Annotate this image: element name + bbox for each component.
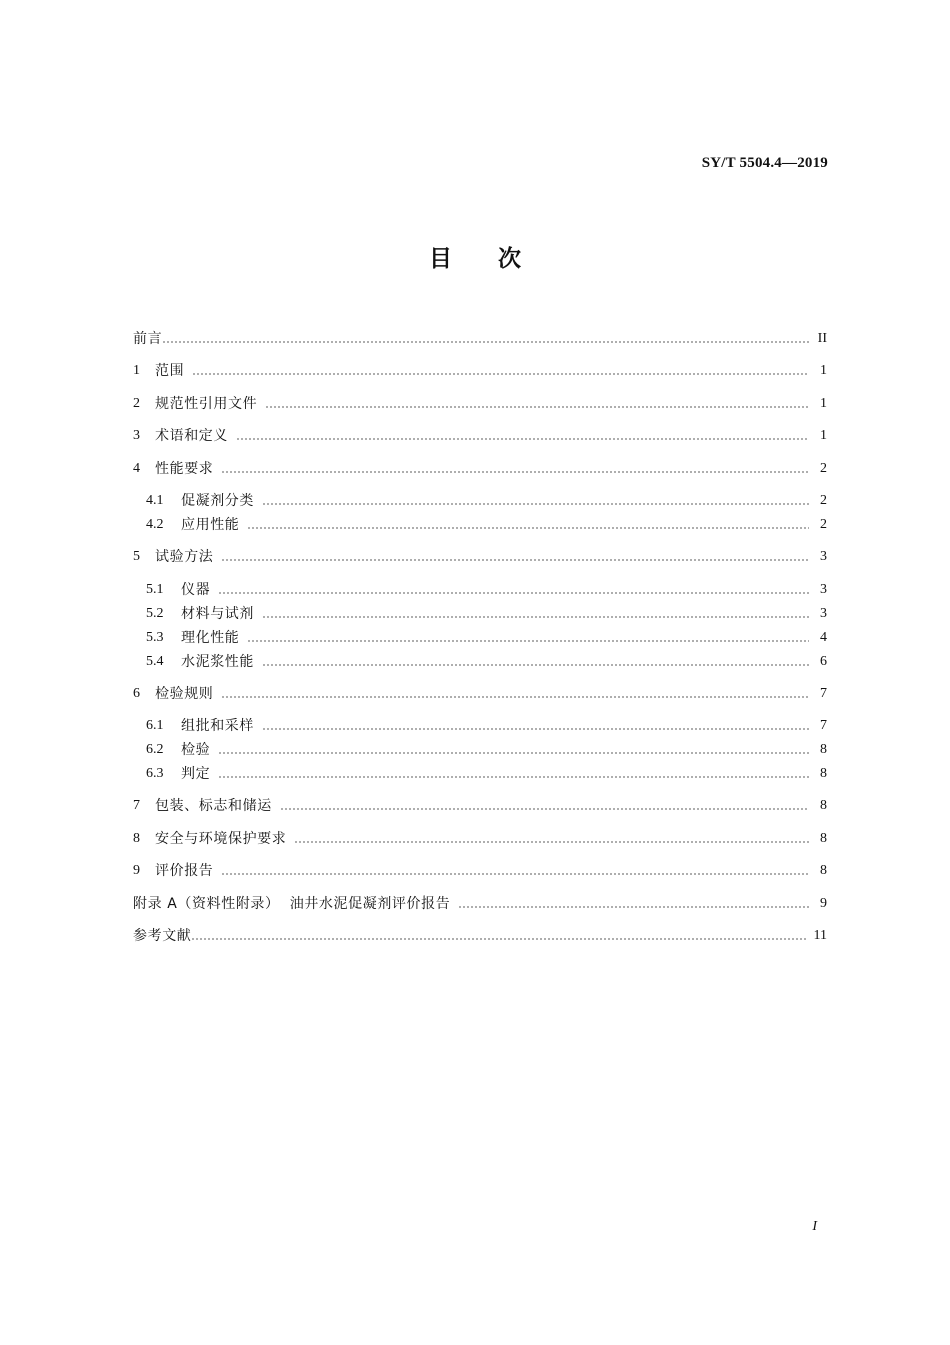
dot-leader	[262, 664, 809, 666]
toc-entry-number: 9	[133, 863, 140, 878]
toc-entry-5-3[interactable]	[146, 628, 827, 648]
toc-entry-number: 8	[133, 831, 140, 846]
toc-entry-label: 包装、标志和储运	[155, 798, 272, 814]
page-number: I	[812, 1219, 817, 1234]
toc-entry-number: 4	[133, 461, 140, 476]
toc-entry-number: 4.2	[146, 517, 164, 532]
toc-entry-label: 组批和采样	[181, 718, 254, 734]
dot-leader	[218, 592, 809, 594]
toc-entry-label: 评价报告	[155, 863, 214, 879]
toc-entry-page: 2	[820, 461, 827, 476]
toc-entry-terms-definitions[interactable]	[133, 426, 827, 446]
toc-entry-label: 促凝剂分类	[181, 493, 254, 509]
toc-entry-number: 6	[133, 686, 140, 701]
table-of-contents	[133, 0, 827, 1345]
toc-entry-page: 7	[820, 686, 827, 701]
toc-entry-number: 1	[133, 363, 140, 378]
toc-entry-test-methods[interactable]	[133, 547, 827, 567]
toc-entry-label: 检验	[181, 742, 211, 758]
toc-entry-page: 3	[820, 582, 827, 597]
toc-entry-label: 性能要求	[155, 461, 214, 477]
toc-entry-page: 1	[820, 363, 827, 378]
toc-entry-label: 仪器	[181, 582, 211, 598]
dot-leader	[221, 696, 809, 698]
toc-entry-label: 安全与环境保护要求	[155, 831, 287, 847]
dot-leader	[221, 559, 809, 561]
toc-entry-number: 5.3	[146, 630, 164, 645]
toc-entry-evaluation-report[interactable]	[133, 861, 827, 881]
toc-entry-page: 11	[813, 928, 827, 943]
dot-leader	[236, 438, 809, 440]
toc-entry-safety-environment[interactable]	[133, 829, 827, 849]
toc-entry-label: 水泥浆性能	[181, 654, 254, 670]
dot-leader	[247, 527, 809, 529]
toc-entry-number: 2	[133, 396, 140, 411]
toc-entry-number: 4.1	[146, 493, 164, 508]
toc-entry-number: 6.3	[146, 766, 164, 781]
toc-entry-label: 应用性能	[181, 517, 240, 533]
toc-entry-label: 前言	[133, 331, 163, 347]
toc-entry-page: 4	[820, 630, 827, 645]
dot-leader	[458, 906, 809, 908]
toc-entry-number: 5.4	[146, 654, 164, 669]
toc-entry-page: 8	[820, 798, 827, 813]
toc-entry-performance-requirements[interactable]	[133, 459, 827, 479]
toc-entry-label: 术语和定义	[155, 428, 228, 444]
toc-entry-page: 1	[820, 396, 827, 411]
toc-entry-number: 5	[133, 549, 140, 564]
toc-entry-appendix-a[interactable]	[133, 894, 827, 914]
dot-leader	[262, 728, 809, 730]
toc-entry-page: 1	[820, 428, 827, 443]
toc-entry-number: 5.1	[146, 582, 164, 597]
dot-leader	[218, 776, 809, 778]
dot-leader	[294, 841, 809, 843]
dot-leader	[162, 341, 809, 343]
toc-entry-number: 3	[133, 428, 140, 443]
toc-entry-page: 6	[820, 654, 827, 669]
toc-entry-label: 参考文献	[133, 928, 192, 944]
toc-entry-label: 范围	[155, 363, 185, 379]
toc-entry-foreword[interactable]	[133, 329, 827, 349]
toc-entry-packaging[interactable]	[133, 796, 827, 816]
toc-entry-normative-references[interactable]	[133, 394, 827, 414]
toc-entry-label: 材料与试剂	[181, 606, 254, 622]
toc-entry-5-2[interactable]	[146, 604, 827, 624]
toc-entry-label: 判定	[181, 766, 211, 782]
toc-entry-page: 7	[820, 718, 827, 733]
toc-entry-number: 6.2	[146, 742, 164, 757]
toc-entry-4-1[interactable]	[146, 491, 827, 511]
standard-number: SY/T 5504.4—2019	[701, 155, 828, 171]
dot-leader	[262, 503, 809, 505]
dot-leader	[221, 471, 809, 473]
toc-entry-5-4[interactable]	[146, 652, 827, 672]
toc-entry-label: 试验方法	[155, 549, 214, 565]
toc-entry-label: 附录 A（资料性附录） 油井水泥促凝剂评价报告	[133, 896, 451, 912]
dot-leader	[218, 752, 809, 754]
toc-entry-number: 7	[133, 798, 140, 813]
dot-leader	[247, 640, 809, 642]
toc-entry-4-2[interactable]	[146, 515, 827, 535]
toc-entry-page: 3	[820, 606, 827, 621]
toc-entry-5-1[interactable]	[146, 580, 827, 600]
toc-entry-6-1[interactable]	[146, 716, 827, 736]
toc-entry-6-3[interactable]	[146, 764, 827, 784]
dot-leader	[191, 938, 805, 940]
toc-entry-scope[interactable]	[133, 361, 827, 381]
toc-entry-page: 8	[820, 831, 827, 846]
toc-entry-label: 理化性能	[181, 630, 240, 646]
toc-entry-page: 9	[820, 896, 827, 911]
toc-entry-number: 6.1	[146, 718, 164, 733]
dot-leader	[262, 616, 809, 618]
dot-leader	[280, 808, 809, 810]
toc-entry-6-2[interactable]	[146, 740, 827, 760]
toc-entry-label: 规范性引用文件	[155, 396, 258, 412]
dot-leader	[192, 373, 809, 375]
toc-entry-page: 8	[820, 742, 827, 757]
toc-entry-page: 8	[820, 863, 827, 878]
toc-entry-number: 5.2	[146, 606, 164, 621]
page-title: 目次	[429, 246, 567, 272]
toc-entry-label: 检验规则	[155, 686, 214, 702]
toc-entry-page: 3	[820, 549, 827, 564]
dot-leader	[221, 873, 809, 875]
toc-entry-page: 8	[820, 766, 827, 781]
toc-entry-page: 2	[820, 517, 827, 532]
toc-entry-page: II	[817, 331, 827, 346]
dot-leader	[265, 406, 809, 408]
toc-entry-bibliography[interactable]	[133, 926, 827, 946]
toc-entry-inspection-rules[interactable]	[133, 684, 827, 704]
toc-entry-page: 2	[820, 493, 827, 508]
